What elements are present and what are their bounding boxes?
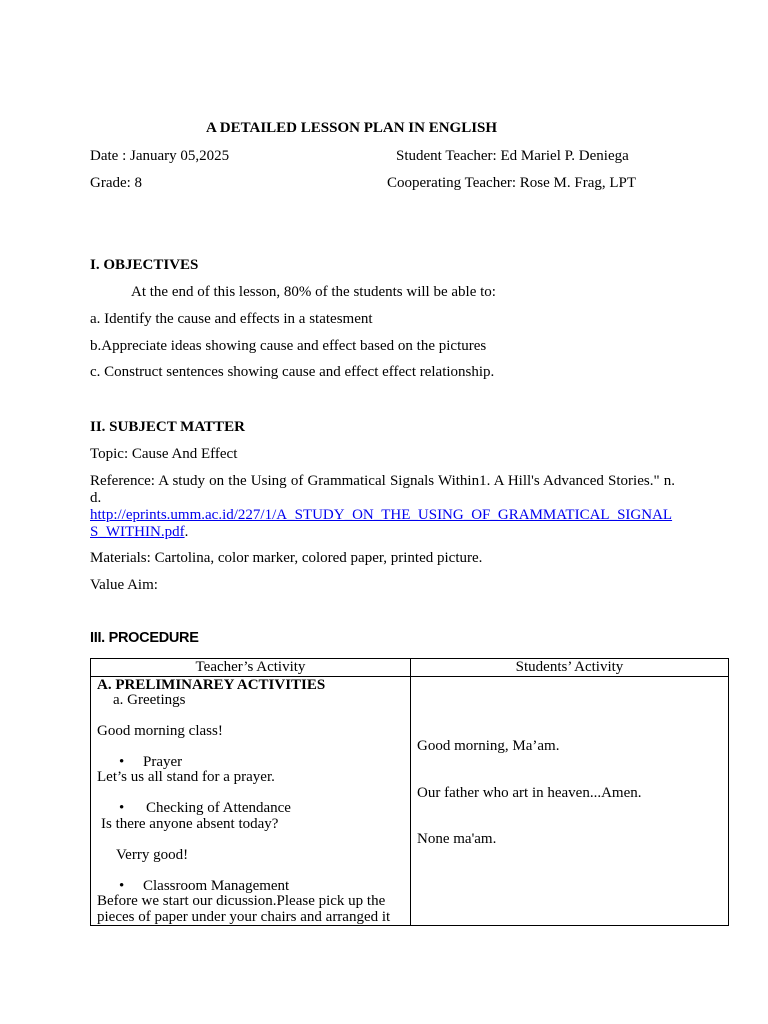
greetings-label: a. Greetings — [113, 692, 186, 708]
bullet-icon: • — [119, 878, 125, 894]
value-aim-field: Value Aim: — [90, 577, 158, 593]
bullet-icon: • — [119, 800, 125, 816]
table-row — [91, 677, 729, 926]
prayer-label: Prayer — [143, 754, 183, 770]
reference-text: Reference: A study on the Using of Grammatical Signals Within1. A Hill's Advanced Stories." n. d. — [90, 473, 675, 506]
attendance-label: Checking of Attendance — [146, 800, 291, 816]
students-activity-cell — [411, 677, 729, 926]
subject-matter-heading: II. SUBJECT MATTER — [90, 419, 245, 435]
student-attendance-response: None ma'am. — [417, 831, 497, 847]
objective-item: b.Appreciate ideas showing cause and effect based on the pictures — [90, 338, 487, 354]
attendance-question: Is there anyone absent today? — [101, 816, 279, 832]
column-header-students: Students’ Activity — [411, 659, 729, 677]
student-greeting-response: Good morning, Ma’am. — [417, 738, 560, 754]
prayer-instruction: Let’s us all stand for a prayer. — [97, 769, 275, 785]
procedure-table — [90, 658, 729, 926]
objectives-intro: At the end of this lesson, 80% of the students will be able to: — [131, 284, 496, 300]
objectives-heading: I. OBJECTIVES — [90, 257, 199, 273]
reference-end: . — [184, 524, 189, 540]
reference-paragraph — [90, 473, 675, 541]
grade-field: Grade: 8 — [90, 175, 143, 191]
column-header-teacher: Teacher’s Activity — [91, 659, 411, 677]
classroom-management-label: Classroom Management — [143, 878, 290, 894]
teacher-activity-cell — [91, 677, 411, 926]
bullet-icon: • — [119, 754, 125, 770]
very-good-remark: Verry good! — [116, 847, 189, 863]
procedure-table-header — [91, 659, 729, 677]
topic-field: Topic: Cause And Effect — [90, 446, 238, 462]
cooperating-teacher-field: Cooperating Teacher: Rose M. Frag, LPT — [387, 175, 637, 191]
management-instruction-line: pieces of paper under your chairs and arranged it — [97, 909, 391, 925]
teacher-greeting: Good morning class! — [97, 723, 223, 739]
management-instruction-line: Before we start our dicussion.Please pick up the — [97, 893, 386, 909]
student-prayer-response: Our father who art in heaven...Amen. — [417, 785, 642, 801]
objective-item: c. Construct sentences showing cause and effect effect relationship. — [90, 364, 495, 380]
student-teacher-field: Student Teacher: Ed Mariel P. Deniega — [396, 148, 629, 164]
date-field: Date : January 05,2025 — [90, 148, 230, 164]
preliminary-activities-heading: A. PRELIMINAREY ACTIVITIES — [97, 677, 326, 693]
procedure-heading: III. PROCEDURE — [90, 630, 199, 646]
reference-link[interactable]: http://eprints.umm.ac.id/227/1/A_STUDY_ON_THE_USING_OF_GRAMMATICAL_SIGNALS_WITHIN.pdf — [90, 507, 673, 540]
materials-field: Materials: Cartolina, color marker, colored paper, printed picture. — [90, 550, 483, 566]
document-title: A DETAILED LESSON PLAN IN ENGLISH — [206, 120, 498, 136]
objective-item: a. Identify the cause and effects in a statesment — [90, 311, 373, 327]
